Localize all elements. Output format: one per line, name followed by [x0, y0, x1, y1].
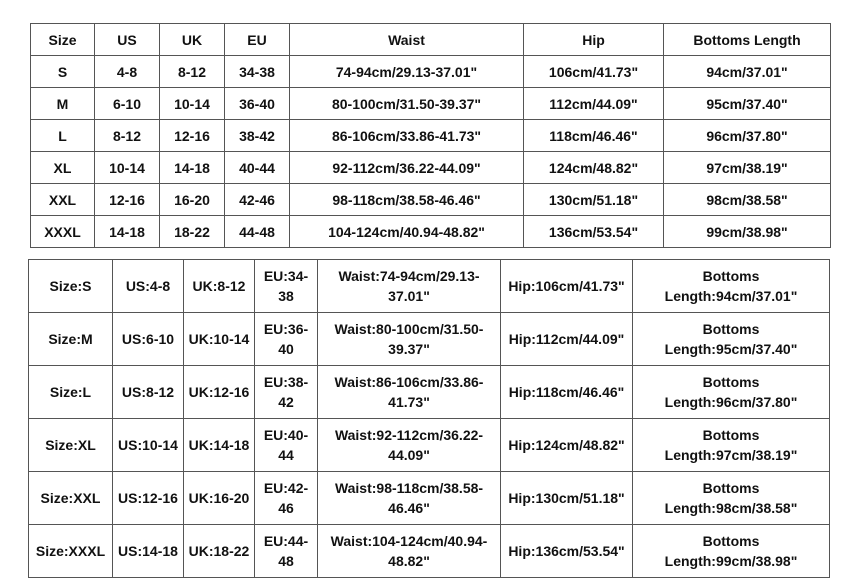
table-cell: US:4-8	[113, 260, 184, 313]
column-header: Hip	[524, 24, 664, 56]
table-row	[31, 56, 831, 88]
table-cell: 8-12	[95, 120, 160, 152]
table-cell: 34-38	[225, 56, 290, 88]
table-cell: L	[31, 120, 95, 152]
table-cell: UK:16-20	[184, 472, 255, 525]
table-cell: US:12-16	[113, 472, 184, 525]
table-cell: 130cm/51.18"	[524, 184, 664, 216]
table-cell: 10-14	[160, 88, 225, 120]
column-header: EU	[225, 24, 290, 56]
table-cell: S	[31, 56, 95, 88]
table-cell: 14-18	[160, 152, 225, 184]
column-header: Bottoms Length	[664, 24, 831, 56]
table-cell: Size:XXL	[29, 472, 113, 525]
table-cell: 40-44	[225, 152, 290, 184]
size-chart-table	[30, 23, 831, 248]
size-chart-labeled-table	[28, 259, 830, 578]
table-cell: EU:40-44	[255, 419, 318, 472]
table-cell: 112cm/44.09"	[524, 88, 664, 120]
table-cell: EU:38-42	[255, 366, 318, 419]
table-cell: Waist:92-112cm/36.22-44.09"	[318, 419, 501, 472]
size-chart-labeled-body	[29, 260, 830, 578]
table-cell: 136cm/53.54"	[524, 216, 664, 248]
table-cell: 80-100cm/31.50-39.37"	[290, 88, 524, 120]
table-cell: 8-12	[160, 56, 225, 88]
table-header-row	[31, 24, 831, 56]
table-cell: Waist:86-106cm/33.86-41.73"	[318, 366, 501, 419]
table-cell: Bottoms Length:98cm/38.58"	[633, 472, 830, 525]
table-cell: UK:12-16	[184, 366, 255, 419]
table-cell: UK:14-18	[184, 419, 255, 472]
table-cell: Size:M	[29, 313, 113, 366]
table-row	[31, 152, 831, 184]
table-cell: XXL	[31, 184, 95, 216]
table-cell: Bottoms Length:97cm/38.19"	[633, 419, 830, 472]
table-cell: 6-10	[95, 88, 160, 120]
table-cell: XXXL	[31, 216, 95, 248]
table-cell: 95cm/37.40"	[664, 88, 831, 120]
table-cell: 44-48	[225, 216, 290, 248]
table-cell: EU:34-38	[255, 260, 318, 313]
table-cell: Size:L	[29, 366, 113, 419]
table-cell: 92-112cm/36.22-44.09"	[290, 152, 524, 184]
table-cell: 94cm/37.01"	[664, 56, 831, 88]
table-cell: UK:8-12	[184, 260, 255, 313]
table-cell: Size:S	[29, 260, 113, 313]
table-cell: XL	[31, 152, 95, 184]
table-cell: Hip:124cm/48.82"	[501, 419, 633, 472]
table-cell: 99cm/38.98"	[664, 216, 831, 248]
table-cell: 98-118cm/38.58-46.46"	[290, 184, 524, 216]
table-cell: UK:10-14	[184, 313, 255, 366]
table-cell: Bottoms Length:95cm/37.40"	[633, 313, 830, 366]
column-header: Waist	[290, 24, 524, 56]
table-cell: 98cm/38.58"	[664, 184, 831, 216]
table-cell: 97cm/38.19"	[664, 152, 831, 184]
table-cell: US:8-12	[113, 366, 184, 419]
table-row	[31, 216, 831, 248]
table-cell: 104-124cm/40.94-48.82"	[290, 216, 524, 248]
table-row	[29, 260, 830, 313]
table-cell: Waist:104-124cm/40.94-48.82"	[318, 525, 501, 578]
table-cell: Waist:80-100cm/31.50-39.37"	[318, 313, 501, 366]
table-cell: Hip:112cm/44.09"	[501, 313, 633, 366]
table-cell: UK:18-22	[184, 525, 255, 578]
table-cell: 10-14	[95, 152, 160, 184]
table-row	[29, 366, 830, 419]
column-header: UK	[160, 24, 225, 56]
table-cell: 16-20	[160, 184, 225, 216]
table-cell: US:14-18	[113, 525, 184, 578]
table-row	[29, 472, 830, 525]
table-cell: Hip:118cm/46.46"	[501, 366, 633, 419]
table-cell: Hip:136cm/53.54"	[501, 525, 633, 578]
column-header: US	[95, 24, 160, 56]
table-cell: Hip:106cm/41.73"	[501, 260, 633, 313]
table-cell: 38-42	[225, 120, 290, 152]
table-cell: Waist:74-94cm/29.13-37.01"	[318, 260, 501, 313]
table-row	[31, 184, 831, 216]
table-cell: 14-18	[95, 216, 160, 248]
table-cell: EU:42-46	[255, 472, 318, 525]
table-cell: Waist:98-118cm/38.58-46.46"	[318, 472, 501, 525]
table-cell: 106cm/41.73"	[524, 56, 664, 88]
table-cell: 42-46	[225, 184, 290, 216]
table-cell: US:10-14	[113, 419, 184, 472]
table-row	[31, 120, 831, 152]
table-cell: 4-8	[95, 56, 160, 88]
table-cell: 124cm/48.82"	[524, 152, 664, 184]
table-cell: EU:36-40	[255, 313, 318, 366]
table-cell: Hip:130cm/51.18"	[501, 472, 633, 525]
table-cell: Size:XL	[29, 419, 113, 472]
table-cell: 12-16	[95, 184, 160, 216]
size-chart-body	[31, 24, 831, 248]
table-cell: 36-40	[225, 88, 290, 120]
table-cell: US:6-10	[113, 313, 184, 366]
table-row	[29, 313, 830, 366]
table-cell: 118cm/46.46"	[524, 120, 664, 152]
table-cell: Bottoms Length:96cm/37.80"	[633, 366, 830, 419]
table-cell: 96cm/37.80"	[664, 120, 831, 152]
table-row	[29, 525, 830, 578]
table-row	[31, 88, 831, 120]
table-cell: 86-106cm/33.86-41.73"	[290, 120, 524, 152]
column-header: Size	[31, 24, 95, 56]
table-row	[29, 419, 830, 472]
table-cell: EU:44-48	[255, 525, 318, 578]
table-cell: Bottoms Length:94cm/37.01"	[633, 260, 830, 313]
table-cell: 18-22	[160, 216, 225, 248]
table-cell: M	[31, 88, 95, 120]
table-cell: 12-16	[160, 120, 225, 152]
table-cell: 74-94cm/29.13-37.01"	[290, 56, 524, 88]
table-cell: Size:XXXL	[29, 525, 113, 578]
table-cell: Bottoms Length:99cm/38.98"	[633, 525, 830, 578]
